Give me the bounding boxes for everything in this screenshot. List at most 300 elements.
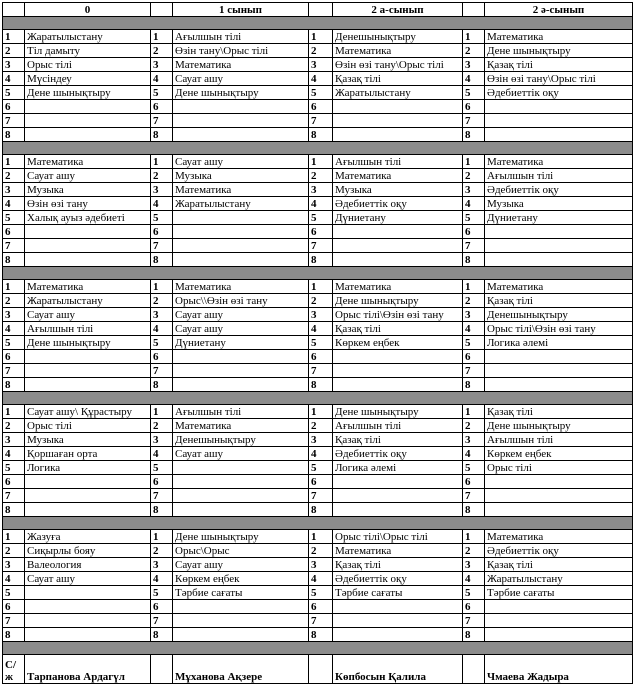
class-header-2a: 2 а-сынып bbox=[333, 3, 463, 17]
subject-cell: Математика bbox=[485, 530, 633, 544]
lesson-number: 7 bbox=[309, 239, 333, 253]
subject-cell: Өзін өзі тану\Орыс тілі bbox=[485, 72, 633, 86]
lesson-number: 8 bbox=[309, 253, 333, 267]
subject-cell bbox=[333, 100, 463, 114]
subject-cell: Әдебиеттік оқу bbox=[333, 197, 463, 211]
lesson-number: 7 bbox=[3, 239, 25, 253]
subject-cell bbox=[485, 114, 633, 128]
day-separator-bar bbox=[3, 517, 633, 530]
subject-cell: Жаратылыстану bbox=[25, 294, 151, 308]
lesson-number: 8 bbox=[463, 378, 485, 392]
subject-cell bbox=[333, 600, 463, 614]
subject-cell bbox=[333, 503, 463, 517]
subject-cell bbox=[485, 489, 633, 503]
lesson-number: 3 bbox=[309, 183, 333, 197]
lesson-number: 5 bbox=[463, 336, 485, 350]
subject-cell: Өзін өзі тану\Орыс тілі bbox=[333, 58, 463, 72]
lesson-number: 5 bbox=[151, 461, 173, 475]
table-row bbox=[3, 628, 633, 642]
subject-cell: Қазақ тілі bbox=[485, 58, 633, 72]
subject-cell bbox=[25, 503, 151, 517]
subject-cell: Қазақ тілі bbox=[333, 72, 463, 86]
subject-cell bbox=[25, 100, 151, 114]
lesson-number: 4 bbox=[3, 197, 25, 211]
subject-cell: Сауат ашу bbox=[173, 72, 309, 86]
schedule-body bbox=[3, 3, 633, 684]
subject-cell bbox=[333, 628, 463, 642]
lesson-number: 3 bbox=[3, 558, 25, 572]
lesson-number: 4 bbox=[463, 72, 485, 86]
lesson-number: 6 bbox=[309, 475, 333, 489]
lesson-number: 8 bbox=[3, 503, 25, 517]
table-row bbox=[3, 239, 633, 253]
lesson-number: 1 bbox=[309, 280, 333, 294]
subject-cell bbox=[173, 211, 309, 225]
subject-cell bbox=[333, 239, 463, 253]
lesson-number: 5 bbox=[3, 336, 25, 350]
day-separator-bar bbox=[3, 142, 633, 155]
day-separator-bar bbox=[3, 267, 633, 280]
day-separator bbox=[3, 517, 633, 530]
subject-cell bbox=[173, 614, 309, 628]
lesson-number: 2 bbox=[309, 419, 333, 433]
subject-cell: Математика bbox=[173, 280, 309, 294]
class-header-0: 0 bbox=[25, 3, 151, 17]
subject-cell bbox=[173, 128, 309, 142]
table-row bbox=[3, 586, 633, 600]
lesson-number: 4 bbox=[3, 322, 25, 336]
table-row bbox=[3, 169, 633, 183]
lesson-number: 4 bbox=[309, 197, 333, 211]
subject-cell bbox=[485, 378, 633, 392]
subject-cell: Жазуға bbox=[25, 530, 151, 544]
subject-cell: Орыс тілі bbox=[25, 419, 151, 433]
subject-cell: Сауат ашу bbox=[173, 558, 309, 572]
table-row bbox=[3, 100, 633, 114]
subject-cell: Әдебиеттік оқу bbox=[485, 544, 633, 558]
subject-cell: Қазақ тілі bbox=[333, 558, 463, 572]
subject-cell bbox=[485, 100, 633, 114]
schedule-table bbox=[2, 2, 633, 684]
subject-cell: Дүниетану bbox=[485, 211, 633, 225]
lesson-number: 6 bbox=[151, 225, 173, 239]
subject-cell: Музыка bbox=[333, 183, 463, 197]
empty-cell bbox=[151, 655, 173, 684]
subject-cell bbox=[173, 364, 309, 378]
subject-cell bbox=[25, 600, 151, 614]
lesson-number: 5 bbox=[151, 211, 173, 225]
lesson-number: 5 bbox=[463, 586, 485, 600]
subject-cell bbox=[333, 378, 463, 392]
table-row bbox=[3, 461, 633, 475]
subject-cell: Орыс тілі bbox=[25, 58, 151, 72]
subject-cell: Сауат ашу bbox=[173, 447, 309, 461]
table-row bbox=[3, 44, 633, 58]
lesson-number: 2 bbox=[3, 544, 25, 558]
lesson-number: 6 bbox=[309, 350, 333, 364]
lesson-number: 8 bbox=[463, 253, 485, 267]
subject-cell bbox=[333, 225, 463, 239]
subject-cell: Ағылшын тілі bbox=[173, 30, 309, 44]
subject-cell bbox=[173, 225, 309, 239]
subject-cell: Орыс\\Өзін өзі тану bbox=[173, 294, 309, 308]
subject-cell: Денешынықтыру bbox=[173, 433, 309, 447]
lesson-number: 4 bbox=[3, 572, 25, 586]
lesson-number: 7 bbox=[309, 614, 333, 628]
subject-cell: Сауат ашу bbox=[173, 308, 309, 322]
subject-cell bbox=[173, 114, 309, 128]
subject-cell bbox=[173, 253, 309, 267]
footer-label: С/ж bbox=[3, 655, 25, 684]
subject-cell: Жаратылыстану bbox=[333, 86, 463, 100]
table-row bbox=[3, 86, 633, 100]
subject-cell: Дене шынықтыру bbox=[173, 86, 309, 100]
subject-cell bbox=[485, 600, 633, 614]
subject-cell: Қоршаған орта bbox=[25, 447, 151, 461]
subject-cell bbox=[173, 239, 309, 253]
subject-cell bbox=[173, 100, 309, 114]
subject-cell: Қазақ тілі bbox=[485, 558, 633, 572]
subject-cell: Математика bbox=[25, 280, 151, 294]
subject-cell: Тіл дамыту bbox=[25, 44, 151, 58]
lesson-number: 6 bbox=[151, 350, 173, 364]
subject-cell: Логика әлемі bbox=[333, 461, 463, 475]
lesson-number: 5 bbox=[3, 211, 25, 225]
lesson-number: 2 bbox=[151, 169, 173, 183]
teacher-name-2b: Чмаева Жадыра bbox=[485, 655, 633, 684]
lesson-number: 1 bbox=[3, 30, 25, 44]
lesson-number: 2 bbox=[309, 169, 333, 183]
teacher-name-0: Тарпанова Ардагүл bbox=[25, 655, 151, 684]
lesson-number: 8 bbox=[151, 628, 173, 642]
lesson-number: 5 bbox=[309, 461, 333, 475]
lesson-number: 4 bbox=[151, 447, 173, 461]
lesson-number: 3 bbox=[151, 433, 173, 447]
subject-cell bbox=[25, 586, 151, 600]
subject-cell bbox=[485, 239, 633, 253]
subject-cell bbox=[485, 253, 633, 267]
subject-cell bbox=[25, 489, 151, 503]
subject-cell: Өзін тану\Орыс тілі bbox=[173, 44, 309, 58]
lesson-number: 1 bbox=[463, 280, 485, 294]
lesson-number: 7 bbox=[3, 114, 25, 128]
subject-cell bbox=[173, 503, 309, 517]
lesson-number: 2 bbox=[151, 294, 173, 308]
lesson-number: 1 bbox=[309, 405, 333, 419]
table-row bbox=[3, 294, 633, 308]
lesson-number: 8 bbox=[309, 503, 333, 517]
lesson-number: 4 bbox=[3, 72, 25, 86]
lesson-number: 8 bbox=[3, 253, 25, 267]
lesson-number: 3 bbox=[151, 58, 173, 72]
lesson-number: 7 bbox=[463, 239, 485, 253]
subject-cell: Қазақ тілі bbox=[333, 322, 463, 336]
subject-cell bbox=[25, 253, 151, 267]
day-separator-bar bbox=[3, 642, 633, 655]
subject-cell: Ағылшын тілі bbox=[333, 155, 463, 169]
lesson-number: 5 bbox=[463, 211, 485, 225]
subject-cell: Математика bbox=[173, 419, 309, 433]
subject-cell bbox=[485, 475, 633, 489]
table-row bbox=[3, 336, 633, 350]
subject-cell: Жаратылыстану bbox=[25, 30, 151, 44]
subject-cell bbox=[173, 489, 309, 503]
lesson-number: 3 bbox=[3, 308, 25, 322]
subject-cell: Валеология bbox=[25, 558, 151, 572]
subject-cell: Дене шынықтыру bbox=[333, 294, 463, 308]
subject-cell: Денешынықтыру bbox=[333, 30, 463, 44]
lesson-number: 1 bbox=[309, 30, 333, 44]
subject-cell: Орыс тілі\Өзін өзі тану bbox=[485, 322, 633, 336]
lesson-number: 6 bbox=[3, 350, 25, 364]
table-row bbox=[3, 128, 633, 142]
lesson-number: 2 bbox=[309, 294, 333, 308]
lesson-number: 1 bbox=[151, 530, 173, 544]
lesson-number: 8 bbox=[309, 128, 333, 142]
lesson-number: 7 bbox=[151, 114, 173, 128]
lesson-number: 3 bbox=[3, 433, 25, 447]
day-separator-bar bbox=[3, 17, 633, 30]
day-separator bbox=[3, 267, 633, 280]
lesson-number: 8 bbox=[3, 378, 25, 392]
subject-cell bbox=[485, 128, 633, 142]
lesson-number: 3 bbox=[151, 183, 173, 197]
table-row bbox=[3, 308, 633, 322]
subject-cell bbox=[485, 364, 633, 378]
subject-cell bbox=[333, 350, 463, 364]
lesson-number: 2 bbox=[151, 544, 173, 558]
lesson-number: 1 bbox=[309, 155, 333, 169]
lesson-number: 5 bbox=[309, 336, 333, 350]
subject-cell bbox=[333, 364, 463, 378]
class-header-1: 1 сынып bbox=[173, 3, 309, 17]
subject-cell bbox=[173, 628, 309, 642]
lesson-number: 5 bbox=[309, 211, 333, 225]
subject-cell: Сауат ашу bbox=[25, 572, 151, 586]
lesson-number: 1 bbox=[309, 530, 333, 544]
table-row bbox=[3, 30, 633, 44]
subject-cell: Математика bbox=[173, 183, 309, 197]
lesson-number: 8 bbox=[151, 253, 173, 267]
lesson-number: 4 bbox=[463, 447, 485, 461]
table-row bbox=[3, 114, 633, 128]
subject-cell bbox=[173, 600, 309, 614]
lesson-number: 3 bbox=[463, 183, 485, 197]
subject-cell: Тәрбие сағаты bbox=[485, 586, 633, 600]
header-row bbox=[3, 3, 633, 17]
lesson-number: 7 bbox=[463, 364, 485, 378]
lesson-number: 2 bbox=[3, 294, 25, 308]
table-row bbox=[3, 489, 633, 503]
subject-cell: Жаратылыстану bbox=[485, 572, 633, 586]
subject-cell: Дене шынықтыру bbox=[485, 44, 633, 58]
subject-cell bbox=[25, 239, 151, 253]
lesson-number: 4 bbox=[309, 572, 333, 586]
subject-cell bbox=[333, 128, 463, 142]
subject-cell: Өзін өзі тану bbox=[25, 197, 151, 211]
table-row bbox=[3, 155, 633, 169]
subject-cell bbox=[485, 225, 633, 239]
table-row bbox=[3, 58, 633, 72]
lesson-number: 3 bbox=[3, 58, 25, 72]
table-row bbox=[3, 572, 633, 586]
table-row bbox=[3, 225, 633, 239]
day-separator-bar bbox=[3, 392, 633, 405]
lesson-number: 8 bbox=[151, 378, 173, 392]
subject-cell: Ағылшын тілі bbox=[173, 405, 309, 419]
subject-cell: Дене шынықтыру bbox=[25, 336, 151, 350]
lesson-number: 8 bbox=[151, 128, 173, 142]
subject-cell bbox=[333, 489, 463, 503]
lesson-number: 5 bbox=[151, 336, 173, 350]
table-row bbox=[3, 364, 633, 378]
lesson-number: 4 bbox=[151, 197, 173, 211]
lesson-number: 2 bbox=[151, 44, 173, 58]
subject-cell: Математика bbox=[485, 155, 633, 169]
teacher-row bbox=[3, 655, 633, 684]
subject-cell bbox=[25, 475, 151, 489]
subject-cell: Музыка bbox=[25, 433, 151, 447]
subject-cell bbox=[333, 475, 463, 489]
day-separator bbox=[3, 17, 633, 30]
subject-cell: Математика bbox=[333, 44, 463, 58]
lesson-number: 4 bbox=[463, 322, 485, 336]
lesson-number: 5 bbox=[3, 86, 25, 100]
lesson-number: 1 bbox=[151, 30, 173, 44]
table-row bbox=[3, 280, 633, 294]
lesson-number: 6 bbox=[3, 600, 25, 614]
lesson-number: 2 bbox=[3, 169, 25, 183]
lesson-number: 4 bbox=[309, 447, 333, 461]
lesson-number: 2 bbox=[463, 44, 485, 58]
subject-cell: Қазақ тілі bbox=[333, 433, 463, 447]
subject-cell: Дене шынықтыру bbox=[173, 530, 309, 544]
lesson-number: 7 bbox=[463, 614, 485, 628]
subject-cell bbox=[25, 628, 151, 642]
subject-cell: Музыка bbox=[25, 183, 151, 197]
lesson-number: 4 bbox=[463, 572, 485, 586]
lesson-number: 2 bbox=[463, 544, 485, 558]
lesson-number: 5 bbox=[309, 86, 333, 100]
subject-cell: Орыс тілі\Өзін өзі тану bbox=[333, 308, 463, 322]
lesson-number: 5 bbox=[3, 586, 25, 600]
table-row bbox=[3, 72, 633, 86]
lesson-number: 3 bbox=[3, 183, 25, 197]
subject-cell: Әдебиеттік оқу bbox=[333, 447, 463, 461]
lesson-number: 6 bbox=[3, 475, 25, 489]
lesson-number: 3 bbox=[309, 433, 333, 447]
subject-cell: Ағылшын тілі bbox=[485, 169, 633, 183]
subject-cell: Сауат ашу bbox=[173, 155, 309, 169]
subject-cell bbox=[25, 114, 151, 128]
subject-cell: Тәрбие сағаты bbox=[333, 586, 463, 600]
lesson-number: 8 bbox=[463, 628, 485, 642]
subject-cell: Әдебиеттік оқу bbox=[485, 86, 633, 100]
lesson-number: 4 bbox=[151, 572, 173, 586]
lesson-number: 6 bbox=[463, 225, 485, 239]
lesson-number: 2 bbox=[463, 419, 485, 433]
subject-cell: Математика bbox=[333, 280, 463, 294]
lesson-number: 7 bbox=[151, 614, 173, 628]
subject-cell: Орыс\Орыс bbox=[173, 544, 309, 558]
subject-cell: Әдебиеттік оқу bbox=[485, 183, 633, 197]
lesson-number: 4 bbox=[309, 72, 333, 86]
lesson-number: 4 bbox=[3, 447, 25, 461]
table-row bbox=[3, 558, 633, 572]
lesson-number: 3 bbox=[463, 558, 485, 572]
subject-cell bbox=[333, 114, 463, 128]
teacher-name-1: Мұханова Ақзере bbox=[173, 655, 309, 684]
lesson-number: 4 bbox=[309, 322, 333, 336]
lesson-number: 8 bbox=[151, 503, 173, 517]
table-row bbox=[3, 378, 633, 392]
table-row bbox=[3, 544, 633, 558]
lesson-number: 5 bbox=[463, 86, 485, 100]
lesson-number: 1 bbox=[3, 280, 25, 294]
subject-cell: Дүниетану bbox=[333, 211, 463, 225]
subject-cell: Сауат ашу\ Құрастыру bbox=[25, 405, 151, 419]
subject-cell: Сауат ашу bbox=[25, 169, 151, 183]
lesson-number: 1 bbox=[151, 405, 173, 419]
table-row bbox=[3, 503, 633, 517]
lesson-number: 1 bbox=[463, 155, 485, 169]
lesson-number: 1 bbox=[151, 155, 173, 169]
table-row bbox=[3, 350, 633, 364]
lesson-number: 5 bbox=[463, 461, 485, 475]
table-row bbox=[3, 183, 633, 197]
lesson-number: 7 bbox=[463, 114, 485, 128]
subject-cell: Сауат ашу bbox=[25, 308, 151, 322]
subject-cell bbox=[485, 503, 633, 517]
lesson-number: 6 bbox=[309, 225, 333, 239]
lesson-number: 6 bbox=[151, 475, 173, 489]
subject-cell: Математика bbox=[25, 155, 151, 169]
subject-cell bbox=[485, 628, 633, 642]
subject-cell: Музыка bbox=[485, 197, 633, 211]
subject-cell: Математика bbox=[485, 280, 633, 294]
subject-cell bbox=[333, 614, 463, 628]
empty-cell bbox=[463, 655, 485, 684]
subject-cell: Логика әлемі bbox=[485, 336, 633, 350]
lesson-number: 3 bbox=[463, 433, 485, 447]
lesson-number: 3 bbox=[463, 58, 485, 72]
subject-cell: Математика bbox=[173, 58, 309, 72]
table-row bbox=[3, 322, 633, 336]
day-separator bbox=[3, 142, 633, 155]
lesson-number: 7 bbox=[463, 489, 485, 503]
subject-cell: Мүсіндеу bbox=[25, 72, 151, 86]
lesson-number: 6 bbox=[3, 100, 25, 114]
lesson-number: 1 bbox=[3, 405, 25, 419]
table-row bbox=[3, 475, 633, 489]
lesson-number: 8 bbox=[3, 628, 25, 642]
lesson-number: 3 bbox=[309, 58, 333, 72]
subject-cell: Дүниетану bbox=[173, 336, 309, 350]
subject-cell: Жаратылыстану bbox=[173, 197, 309, 211]
subject-cell: Ағылшын тілі bbox=[485, 433, 633, 447]
subject-cell bbox=[485, 614, 633, 628]
subject-cell: Ағылшын тілі bbox=[333, 419, 463, 433]
subject-cell: Көркем еңбек bbox=[333, 336, 463, 350]
subject-cell: Орыс тілі\Орыс тілі bbox=[333, 530, 463, 544]
subject-cell: Орыс тілі bbox=[485, 461, 633, 475]
lesson-number: 8 bbox=[463, 128, 485, 142]
day-separator bbox=[3, 392, 633, 405]
subject-cell: Математика bbox=[333, 169, 463, 183]
lesson-number: 6 bbox=[151, 600, 173, 614]
lesson-number: 3 bbox=[309, 308, 333, 322]
table-row bbox=[3, 419, 633, 433]
